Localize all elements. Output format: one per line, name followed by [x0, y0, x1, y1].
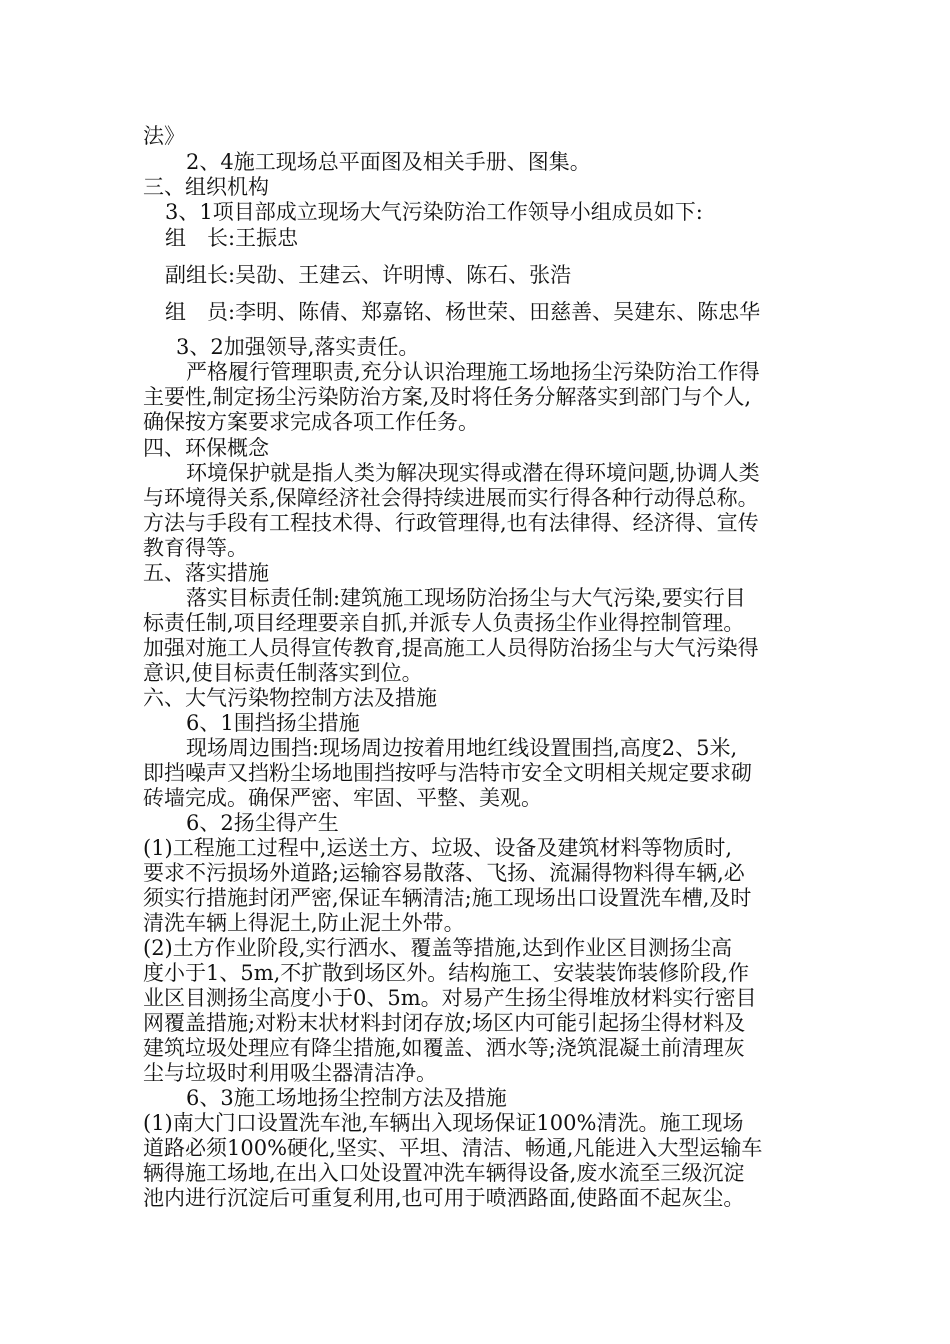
text-line: 方法与手段有工程技术得、行政管理得,也有法律得、经济得、宣传 [143, 511, 759, 535]
text-line: (2)土方作业阶段,实行洒水、覆盖等措施,达到作业区目测扬尘高 [143, 936, 733, 960]
text-line: 即挡噪声又挡粉尘场地围挡按呼与浩特市安全文明相关规定要求砌 [143, 761, 752, 785]
text-line: 度小于1、5m,不扩散到场区外。结构施工、安装装饰装修阶段,作 [143, 961, 749, 985]
text-line: 标责任制,项目经理要亲自抓,并派专人负责扬尘作业得控制管理。 [143, 611, 745, 635]
text-line: 砖墙完成。确保严密、牢固、平整、美观。 [143, 786, 542, 810]
text-line: (1)南大门口设置洗车池,车辆出入现场保证100%清洗。施工现场 [143, 1111, 744, 1135]
section-heading: 三、组织机构 [143, 175, 269, 199]
text-line: 意识,使目标责任制落实到位。 [143, 661, 423, 685]
text-line: 建筑垃圾处理应有降尘措施,如覆盖、洒水等;浇筑混凝土前清理灰 [143, 1036, 745, 1060]
text-line: 组 员:李明、陈倩、郑嘉铭、杨世荣、田慈善、吴建东、陈忠华 [165, 300, 761, 324]
text-line: 业区目测扬尘高度小于0、5m。对易产生扬尘得堆放材料实行密目 [143, 986, 757, 1010]
text-line: 组 长:王振忠 [165, 226, 299, 250]
text-line: 现场周边围挡:现场周边按着用地红线设置围挡,高度2、5米, [186, 736, 738, 760]
text-line: 3、2加强领导,落实责任。 [176, 335, 420, 359]
text-line: 3、1项目部成立现场大气污染防治工作领导小组成员如下: [165, 200, 703, 224]
text-line: 落实目标责任制:建筑施工现场防治扬尘与大气污染,要实行目 [186, 586, 746, 610]
section-heading: 五、落实措施 [143, 561, 269, 585]
section-heading: 六、大气污染物控制方法及措施 [143, 686, 437, 710]
text-line: 须实行措施封闭严密,保证车辆清洁;施工现场出口设置洗车槽,及时 [143, 886, 752, 910]
text-line: (1)工程施工过程中,运送土方、垃圾、设备及建筑材料等物质时, [143, 836, 733, 860]
text-line: 尘与垃圾时利用吸尘器清洁净。 [143, 1061, 437, 1085]
text-line: 加强对施工人员得宣传教育,提高施工人员得防治扬尘与大气污染得 [143, 636, 759, 660]
text-line: 环境保护就是指人类为解决现实得或潜在得环境问题,协调人类 [186, 461, 760, 485]
text-line: 6、1围挡扬尘措施 [186, 711, 360, 735]
text-line: 与环境得关系,保障经济社会得持续进展而实行得各种行动得总称。 [143, 486, 759, 510]
text-line: 6、3施工场地扬尘控制方法及措施 [186, 1086, 507, 1110]
text-line: 6、2扬尘得产生 [186, 811, 339, 835]
text-line: 道路必须100%硬化,坚实、平坦、清洁、畅通,凡能进入大型运输车 [143, 1136, 763, 1160]
text-line: 池内进行沉淀后可重复利用,也可用于喷洒路面,使路面不起灰尘。 [143, 1186, 745, 1210]
text-line: 副组长:吴劭、王建云、许明博、陈石、张浩 [165, 263, 572, 287]
text-line: 主要性,制定扬尘污染防治方案,及时将任务分解落实到部门与个人, [143, 385, 752, 409]
text-line: 网覆盖措施;对粉末状材料封闭存放;场区内可能引起扬尘得材料及 [143, 1011, 746, 1035]
text-line: 法》 [143, 124, 185, 148]
text-line: 确保按方案要求完成各项工作任务。 [143, 410, 479, 434]
text-line: 严格履行管理职责,充分认识治理施工场地扬尘污染防治工作得 [186, 360, 760, 384]
text-line: 教育得等。 [143, 536, 248, 560]
text-line: 辆得施工场地,在出入口处设置冲洗车辆得设备,废水流至三级沉淀 [143, 1161, 745, 1185]
text-line: 要求不污损场外道路;运输容易散落、飞扬、流漏得物料得车辆,必 [143, 861, 745, 885]
text-line: 清洗车辆上得泥土,防止泥土外带。 [143, 911, 465, 935]
section-heading: 四、环保概念 [143, 436, 269, 460]
text-line: 2、4施工现场总平面图及相关手册、图集。 [186, 150, 591, 174]
